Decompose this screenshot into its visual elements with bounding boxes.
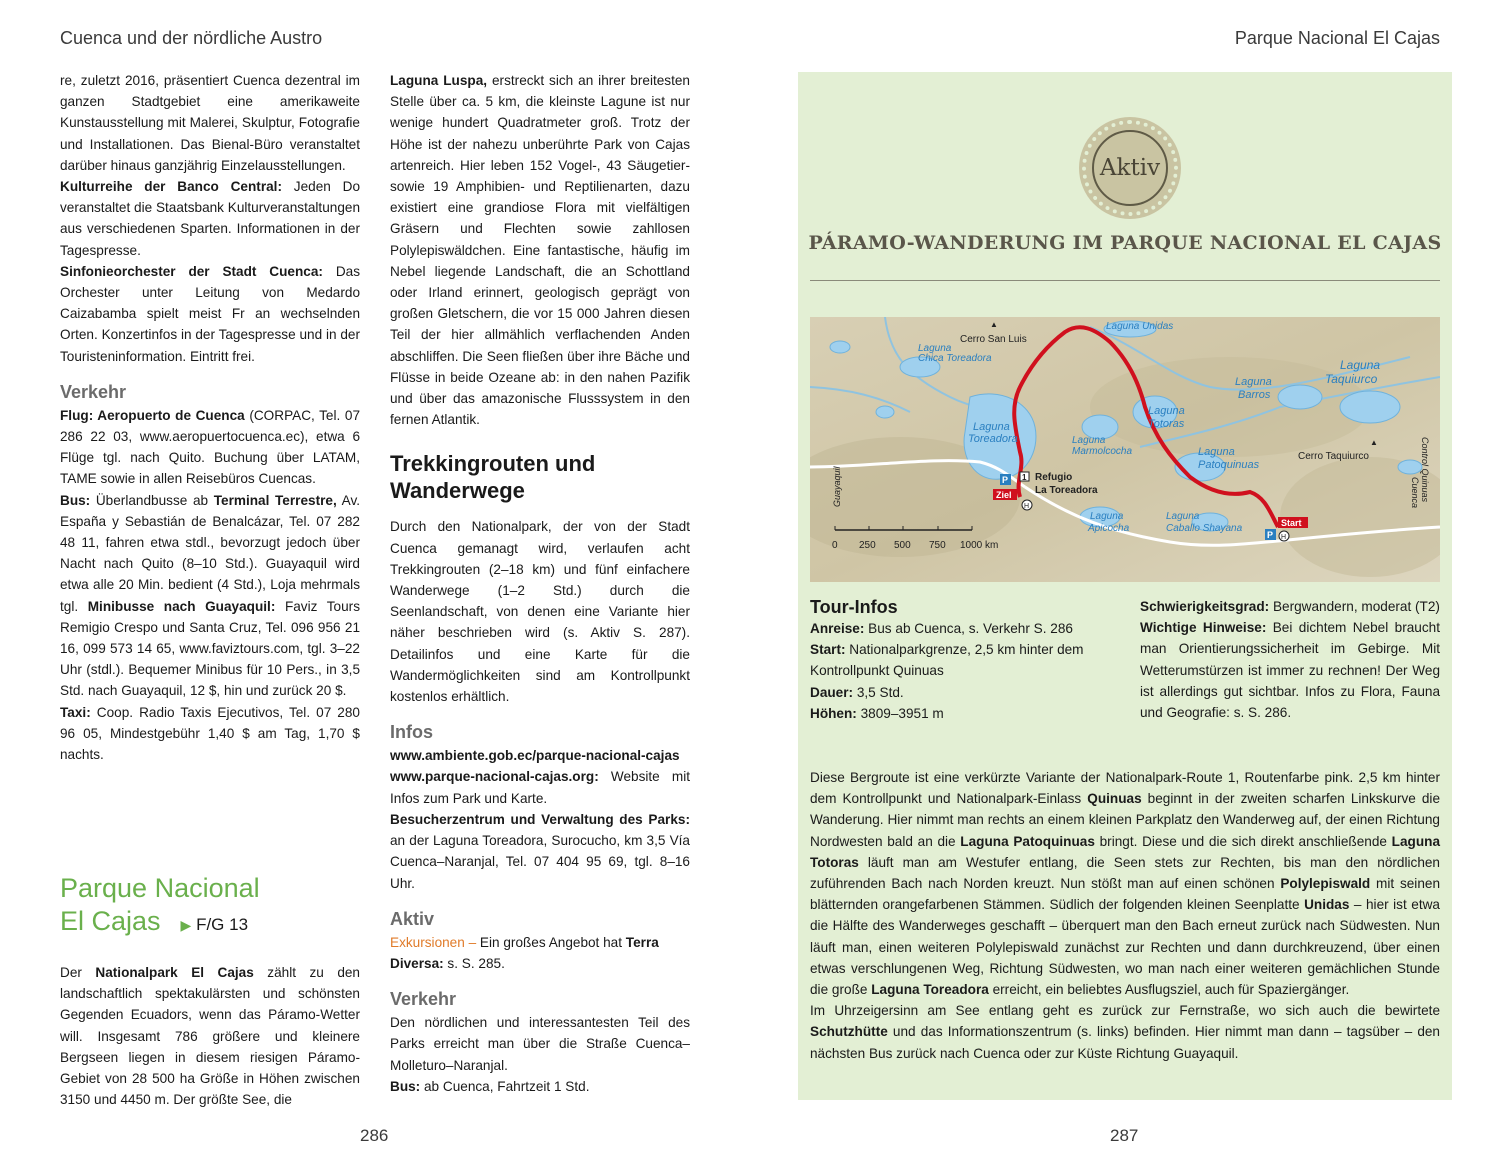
lake-small xyxy=(830,341,850,353)
bus-park-label: Bus: xyxy=(390,1078,421,1094)
route-highlight: Unidas xyxy=(1304,897,1350,913)
label-laguna-barros-2: Barros xyxy=(1238,389,1271,401)
route-text: mit seinen blätternden orangefarbenen Stämmen. Südlich der folgenden kleinen Seenplatte xyxy=(810,876,1441,913)
exkursionen-text-2: s. S. 285. xyxy=(443,955,505,971)
start-text: Nationalparkgrenze, 2,5 km hinter dem Kontrollpunkt Quinuas xyxy=(810,642,1084,679)
park-title-text: El Cajas xyxy=(60,906,161,936)
paragraph-bus xyxy=(60,490,360,702)
hinweise-label: Wichtige Hinweise: xyxy=(1140,620,1267,636)
aktiv-box xyxy=(798,72,1452,1100)
lake-taquiurco xyxy=(1340,391,1400,423)
label-laguna-taquiurco-1: Laguna xyxy=(1340,358,1381,372)
park-name: Nationalpark El Cajas xyxy=(95,965,254,980)
label-laguna-totoras-2: Totoras xyxy=(1148,418,1185,430)
paragraph-bus-park xyxy=(390,1076,690,1097)
route-highlight: Quinuas xyxy=(1087,791,1142,807)
tour-infos-left xyxy=(810,596,1115,724)
url-parque-text[interactable]: www.parque-nacional-cajas.org: xyxy=(390,769,599,785)
label-laguna-apicocha-1: Laguna xyxy=(1090,511,1124,522)
label-la-toreadora: La Toreadora xyxy=(1035,485,1098,496)
route-text: erreicht, ein beliebtes Ausflugsziel, auch für Spaziergänger. xyxy=(988,982,1350,998)
map-reference-text: F/G 13 xyxy=(196,915,249,934)
park-text-1: Der xyxy=(60,965,96,980)
kulturreihe-label: Kulturreihe der Banco Central: xyxy=(60,179,282,195)
terra-diversa-label: Terra Diversa: xyxy=(390,934,659,971)
label-laguna-marmolcocha-2: Marmolcocha xyxy=(1072,446,1133,457)
hoehen-label: Höhen: xyxy=(810,705,857,721)
paragraph-besucherzentrum xyxy=(390,809,690,894)
label-cuenca: Cuenca xyxy=(1410,477,1420,509)
anreise-text: Bus ab Cuenca, s. Verkehr S. 286 xyxy=(864,621,1073,636)
terminal-label: Terminal Terrestre, xyxy=(213,492,337,508)
label-laguna-chica-1: Laguna xyxy=(918,343,952,354)
laguna-luspa-label: Laguna Luspa, xyxy=(390,73,488,88)
paragraph-sinfonie xyxy=(60,261,360,367)
route-text: Im Uhrzeigersinn am See entlang geht es zurück zur Fernstraße, wo sich auch die bewirtete xyxy=(810,1003,1440,1019)
route-text: – hier ist etwa die Hälfte des Wanderweges geschafft – überquert man den Bach erneut zurück nach Südwesten. Nun läuft man, einen weiteren Polylepiswald zunächst zur Rechten und dann durchkreuzend, über einen etwas verschlungenen Weg, Richtung Südwesten, wo man nach einer weiteren gemächlichen Stunde die große xyxy=(810,897,1440,998)
label-laguna-toreadora-2: Toreadora xyxy=(968,433,1018,445)
tour-schwierigkeit xyxy=(1140,596,1440,617)
paragraph-exkursionen xyxy=(390,932,690,974)
dauer-text: 3,5 Std. xyxy=(853,684,904,700)
start-label: Start: xyxy=(810,642,846,658)
route-text: läuft man am Westufer entlang, die Seen stets zur Rechten, bis man den nördlichen zuführenden Bach nach Norden kreuzt. Nun stößt man auf einen schönen xyxy=(810,854,1440,892)
url-ambiente-text[interactable]: www.ambiente.gob.ec/parque-nacional-cajas xyxy=(390,748,680,764)
section-heading-aktiv: Aktiv xyxy=(390,908,435,929)
besucherzentrum-text: an der Laguna Toreadora, Surocucho, km 3,5 Vía Cuenca–Naranjal, Tel. 07 404 95 69, tgl. 8–16 Uhr. xyxy=(390,833,690,891)
route-highlight: Laguna Toreadora xyxy=(871,982,989,998)
sinfonie-label: Sinfonieorchester der Stadt Cuenca: xyxy=(60,263,323,279)
bus-stop-letter: H xyxy=(1281,534,1287,541)
bus-stop-letter: H xyxy=(1024,503,1030,510)
flug-label: Flug: Aeropuerto de Cuenca xyxy=(60,407,245,423)
tour-infos-heading: Tour-Infos xyxy=(810,597,898,617)
sinfonie-text: Das Orchester unter Leitung von Medardo Caizabamba spielt meist Fr an wechselnden Orten. Konzertinfos in der Tagespresse und in der Touristeninformation. Eintritt frei. xyxy=(60,263,360,364)
section-heading-verkehr-2: Verkehr xyxy=(390,989,457,1010)
label-laguna-patoquinuas-2: Patoquinuas xyxy=(1198,459,1260,471)
hinweise-text: Bei dichtem Nebel braucht man Orientierungssicherheit im Gebirge. Mit Wetterumstürzen ist immer zu rechnen! Der Weg ist allerdings gut sichtbar. Infos zu Flora, Fauna und Geografie: s. S. 286. xyxy=(1140,620,1440,721)
route-text: und das Informationszentrum (s. links) befinden. Hier nimmt man dann – tagsüber – den nächsten Bus zurück nach Cuenca oder zur Küste Richtung Guayaquil. xyxy=(810,1024,1440,1061)
exkursionen-text-1: Ein großes Angebot hat xyxy=(476,934,626,950)
bus-text-3: Faviz Tours Remigio Crespo und Santa Cruz, Tel. 096 956 21 16, 099 573 14 65, www.faviztours.com, tgl. 3–22 Uhr (stdl.). Bequemer Minibus für 10 Pers., in 3,5 Std. nach Guayaquil, 12 $, hin und zurück 20 $. xyxy=(60,598,361,699)
label-laguna-taquiurco-2: Taquiurco xyxy=(1325,372,1378,386)
label-laguna-unidas: Laguna Unidas xyxy=(1106,321,1174,332)
paragraph-verkehr-park: Den nördlichen und interessantesten Teil des Parks erreicht man über die Straße Cuenca–Molleturo–Naranjal. xyxy=(390,1015,690,1073)
url-ambiente[interactable] xyxy=(390,745,690,766)
paragraph-website xyxy=(390,766,690,808)
bus-park-text: ab Cuenca, Fahrtzeit 1 Std. xyxy=(420,1078,590,1094)
taxi-label: Taxi: xyxy=(60,704,91,720)
label-refugio: Refugio xyxy=(1035,472,1073,483)
parking-letter: P xyxy=(1002,475,1009,485)
tour-hinweise xyxy=(1140,617,1440,723)
label-ziel: Ziel xyxy=(996,490,1012,500)
label-laguna-patoquinuas-1: Laguna xyxy=(1198,446,1235,458)
tour-dauer xyxy=(810,682,1115,703)
triangle-icon: ▶ xyxy=(180,917,192,933)
parking-letter: P xyxy=(1267,530,1274,540)
route-highlight: Schutzhütte xyxy=(810,1024,888,1040)
label-laguna-caballo-2: Caballo Shayana xyxy=(1166,523,1243,534)
column-2 xyxy=(390,70,690,1097)
flug-text: (CORPAC, Tel. 07 286 22 03, www.aeropuertocuenca.ec), etwa 6 Flüge tgl. nach Quito. Buchung über LATAM, TAME sowie in allen Reisebüros Cuencas. xyxy=(60,407,360,487)
route-highlight: Laguna Totoras xyxy=(810,833,1441,870)
running-head-right: Parque Nacional El Cajas xyxy=(1234,28,1440,48)
page-number-right: 287 xyxy=(1110,1126,1139,1145)
page-number-left: 286 xyxy=(360,1126,389,1145)
label-laguna-caballo-1: Laguna xyxy=(1166,511,1200,522)
route-text: bringt. Diese und die sich direkt anschließende xyxy=(1094,833,1392,849)
lake-small xyxy=(1398,460,1422,474)
tour-anreise xyxy=(810,618,1115,639)
paragraph-kulturreihe xyxy=(60,176,360,261)
bus-text-2: Av. España y Sebastián de Benalcázar, Tel. 07 282 48 11, fahren etwa stdl., bevorzugt jedoch über Nacht nach Quito (8–10 Std.). Guayaquil wird etwa alle 20 Min. bedient (4 Std.), Loja mehrmals tgl. xyxy=(60,492,361,614)
park-title-line-2 xyxy=(60,905,360,942)
paragraph-nationalpark xyxy=(60,962,360,1110)
peak-icon: ▲ xyxy=(990,320,998,329)
label-laguna-totoras-1: Laguna xyxy=(1148,405,1185,417)
tour-hoehen xyxy=(810,703,1115,724)
besucherzentrum-label: Besucherzentrum und Verwaltung des Parks: xyxy=(390,811,690,827)
route-text: beginnt in der zweiten scharfen Linkskurve die Wanderung. Hier nimmt man rechts an einem kleinen Parkplatz den Wanderweg auf, der einen Richtung Nordwesten bald an die xyxy=(810,791,1440,849)
route-map xyxy=(810,317,1440,582)
column-1 xyxy=(60,70,360,765)
running-head-left: Cuenca und der nördliche Austro xyxy=(60,28,323,48)
hoehen-text: 3809–3951 m xyxy=(856,705,944,721)
route-text: Diese Bergroute ist eine verkürzte Variante der Nationalpark-Route 1, Routenfarbe pink. 2,5 km hinter dem Kontrollpunkt und Nationalpark-Einlass xyxy=(810,770,1440,807)
scale-label: 250 xyxy=(859,540,876,551)
aktiv-badge xyxy=(1082,120,1178,216)
park-title-line-1: Parque Nacional xyxy=(60,873,260,903)
website-text: Website mit Infos zum Park und Karte. xyxy=(390,769,690,806)
paragraph-bienal: re, zuletzt 2016, präsentiert Cuenca dezentral im ganzen Stadtgebiet eine amerikaweite Kunstausstellung mit Malerei, Skulptur, Fotografie und Installationen. Das Bienal-Büro veranstaltet darüber hinaus ganzjährig Einzelausstellungen. xyxy=(60,73,360,173)
minibus-label: Minibusse nach Guayaquil: xyxy=(87,598,276,614)
scale-label: 1000 km xyxy=(960,540,999,551)
label-laguna-barros-1: Laguna xyxy=(1235,376,1272,388)
park-text-2: zählt zu den landschaftlich spektakulärsten und schönsten Gegenden Ecuadors, wenn das Páramo-Wetter will. Insgesamt 786 größere und kleinere Bergseen liegen in diesem riesigen Páramo-Gebiet von 28 500 ha Größe in Höhen zwischen 3150 und 4450 m. Der größte See, die xyxy=(60,965,360,1108)
scale-label: 500 xyxy=(894,540,911,551)
route-paragraph-2 xyxy=(810,1000,1440,1064)
label-start: Start xyxy=(1281,518,1302,528)
heading-trekking: Trekkingrouten und Wanderwege xyxy=(390,451,596,504)
label-laguna-apicocha-2: Apicocha xyxy=(1088,523,1130,534)
anreise-label: Anreise: xyxy=(810,621,865,636)
lake-small xyxy=(876,406,894,418)
label-laguna-chica-2: Chica Toreadora xyxy=(918,353,992,364)
route-highlight: Polylepiswald xyxy=(1280,876,1371,892)
scale-label: 750 xyxy=(929,540,946,551)
paragraph-taxi xyxy=(60,702,360,766)
title-divider xyxy=(810,280,1440,281)
aktiv-badge-label: Aktiv xyxy=(1092,130,1168,206)
route-description xyxy=(810,767,1440,1064)
dauer-label: Dauer: xyxy=(810,684,854,700)
map-reference xyxy=(181,915,248,934)
bus-label: Bus: xyxy=(60,492,91,508)
lake-barros xyxy=(1278,385,1322,409)
exkursionen-label: Exkursionen – xyxy=(390,934,477,950)
tour-infos-right xyxy=(1140,596,1440,723)
laguna-luspa-text: erstreckt sich an ihrer breitesten Stelle über ca. 5 km, die kleinste Lagune ist nur wenige hundert Quadratmeter groß. Trotz der Höhe ist der nahezu unberührte Park von Cajas artenreich. Hier leben 152 Vogel-, 43 Säugetier- sowie 19 Amphibien- und Reptilienarten, dazu existiert eine grandiose Flora mit vielfältigen Gräsern und Flechten sowie zahllosen Polylepiswäldchen. Eine fantastische, häufig im Nebel liegende Landschaft, die an Schottland oder Irland erinnert, geologisch geprägt von großen Gletschern, die vor 15 000 Jahren diesen Teil der hier allmählich verflachenden Anden abschliffen. Die Seen fließen über ihre Bäche und Flüsse in beide Ozeane ab: in den nahen Pazifik und über das amazonische Flusssystem in den fernen Atlantik. xyxy=(390,73,690,428)
section-heading-infos: Infos xyxy=(390,722,433,743)
route-highlight: Laguna Patoquinuas xyxy=(960,833,1095,849)
paragraph-laguna-luspa xyxy=(390,70,690,430)
bus-text-1: Überlandbusse ab xyxy=(90,492,214,508)
taxi-text: Coop. Radio Taxis Ejecutivos, Tel. 07 280 96 05, Mindestgebühr 1,40 $ am Tag, 1,70 $ nachts. xyxy=(60,704,360,763)
label-laguna-marmolcocha-1: Laguna xyxy=(1072,435,1106,446)
park-section xyxy=(60,872,360,1110)
route-paragraph-1 xyxy=(810,767,1440,1000)
refugio-number: 1 xyxy=(1022,473,1027,482)
section-heading-verkehr: Verkehr xyxy=(60,381,127,402)
tour-start xyxy=(810,639,1115,681)
schwierigkeit-text: Bergwandern, moderat (T2) xyxy=(1269,599,1440,614)
scale-label: 0 xyxy=(832,540,838,551)
label-guayaquil: Guayaquil xyxy=(832,466,842,507)
label-control-quinuas: Control Quinuas xyxy=(1420,437,1430,503)
label-cerro-taquiurco: Cerro Taquiurco xyxy=(1298,451,1369,462)
label-laguna-toreadora-1: Laguna xyxy=(973,421,1010,433)
aktiv-title: PÁRAMO-WANDERUNG IM PARQUE NACIONAL EL CAJAS xyxy=(808,232,1442,254)
label-cerro-san-luis: Cerro San Luis xyxy=(960,334,1027,345)
peak-icon: ▲ xyxy=(1370,438,1378,447)
paragraph-trekking: Durch den Nationalpark, der von der Stadt Cuenca gemanagt wird, verlaufen acht Trekkingrouten (2–18 km) und fünf einfachere Wanderwege (1–2 Std.) durch die Seenlandschaft, von denen eine Variante hier näher beschrieben wird (s. Aktiv S. 287). Detailinfos und eine Karte für die Wandermöglichkeiten sind am Kontrollpunkt kostenlos erhältlich. xyxy=(390,519,690,705)
paragraph-flug xyxy=(60,405,360,490)
schwierigkeit-label: Schwierigkeitsgrad: xyxy=(1140,599,1270,614)
kulturreihe-text: Jeden Do veranstaltet die Staatsbank Kulturveranstaltungen aus verschiedenen Sparten. Informationen in der Tagespresse. xyxy=(60,179,361,258)
